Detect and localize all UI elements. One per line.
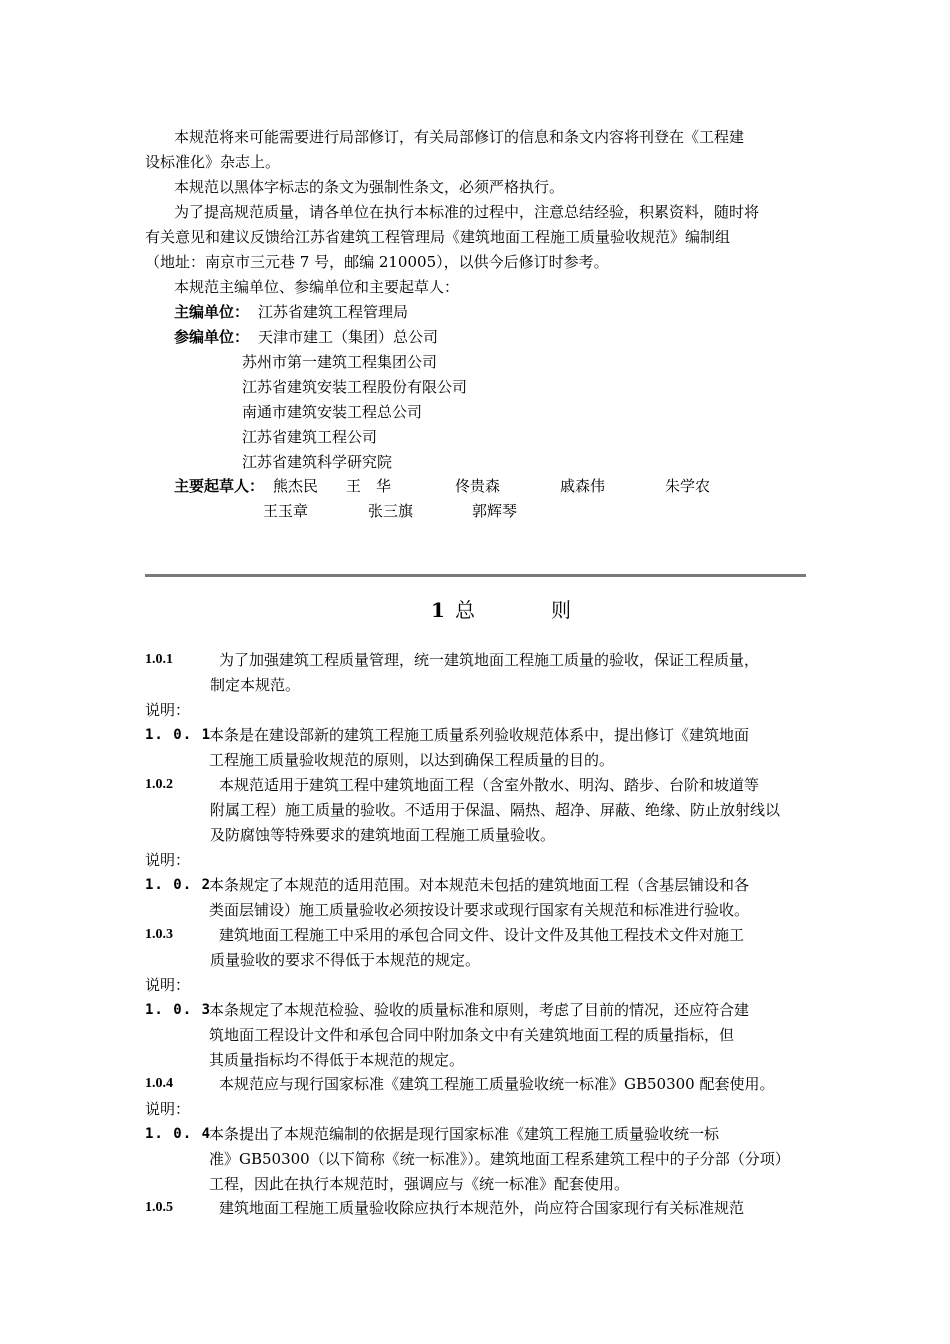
participant-unit: 苏州市第一建筑工程集团公司 (242, 353, 438, 371)
participant-unit: 南通市建筑安装工程总公司 (242, 403, 423, 421)
clause-text: 为了加强建筑工程质量管理，统一建筑地面工程施工质量的验收，保证工程质量， (219, 651, 760, 669)
chapter-number: 1 (431, 598, 445, 622)
clause-text: 建筑地面工程施工中采用的承包合同文件、设计文件及其他工程技术文件对施工 (219, 926, 745, 944)
preface-paragraph-4: 本规范主编单位、参编单位和主要起草人： (174, 278, 460, 296)
note-text: 本条提出了本规范编制的依据是现行国家标准《建筑工程施工质量验收统一标 (209, 1125, 720, 1143)
drafter-name: 张三旗 (368, 502, 414, 520)
note-text: 本条规定了本规范的适用范围。对本规范未包括的建筑地面工程（含基层铺设和各 (209, 876, 750, 894)
clause-number: 1.0.1 (145, 652, 173, 667)
note-label: 说明： (145, 701, 191, 719)
clause-text: 建筑地面工程施工质量验收除应执行本规范外，尚应符合国家现行有关标准规范 (219, 1199, 745, 1217)
note-text: 本条规定了本规范检验、验收的质量标准和原则，考虑了目前的情况，还应符合建 (209, 1001, 750, 1019)
drafter-name: 朱学农 (665, 477, 711, 495)
drafter-name: 熊杰民 (273, 477, 319, 495)
preface-paragraph-1: 本规范将来可能需要进行局部修订，有关局部修订的信息和条文内容将刊登在《工程建 (174, 128, 745, 146)
preface-paragraph-3: 为了提高规范质量，请各单位在执行本标准的过程中，注意总结经验，积累资料，随时将 (174, 203, 760, 221)
chief-unit: 江苏省建筑工程管理局 (258, 303, 409, 321)
preface-paragraph-2: 本规范以黑体字标志的条文为强制性条文，必须严格执行。 (174, 178, 565, 196)
note-label: 说明： (145, 976, 191, 994)
note-text: 本条是在建设部新的建筑工程施工质量系列验收规范体系中，提出修订《建筑地面 (209, 726, 750, 744)
clause-number: 1.0.3 (145, 927, 173, 942)
participant-label: 参编单位： (174, 328, 250, 346)
drafters-label: 主要起草人： (174, 477, 265, 495)
preface-paragraph-3-cont2: （地址：南京市三元巷 7 号，邮编 210005），以供今后修订时参考。 (145, 253, 609, 271)
clause-text: 本规范适用于建筑工程中建筑地面工程（含室外散水、明沟、踏步、台阶和坡道等 (219, 776, 760, 794)
participant-unit: 天津市建工（集团）总公司 (258, 328, 439, 346)
note-text: 工程施工质量验收规范的原则，以达到确保工程质量的目的。 (209, 751, 615, 769)
note-text: 准》GB50300（以下简称《统一标准》）。建筑地面工程系建筑工程中的子分部（分项） (209, 1150, 790, 1168)
drafter-name: 郭辉琴 (472, 502, 518, 520)
note-text: 筑地面工程设计文件和承包合同中附加条文中有关建筑地面工程的质量指标，但 (209, 1026, 735, 1044)
drafter-name: 佟贵森 (455, 477, 501, 495)
note-label: 说明： (145, 851, 191, 869)
note-text: 类面层铺设）施工质量验收必须按设计要求或现行国家有关规范和标准进行验收。 (209, 901, 750, 919)
clause-text: 本规范应与现行国家标准《建筑工程施工质量验收统一标准》GB50300 配套使用。 (219, 1075, 775, 1093)
chapter-title-char-1: 总 (455, 598, 475, 622)
note-text: 工程，因此在执行本规范时，强调应与《统一标准》配套使用。 (209, 1175, 630, 1193)
drafter-name: 王 华 (346, 477, 392, 495)
note-number: 1. 0. 1 (145, 727, 212, 743)
preface-paragraph-1-cont: 设标准化》杂志上。 (145, 153, 281, 171)
clause-text: 制定本规范。 (210, 676, 301, 694)
clause-number: 1.0.2 (145, 777, 173, 792)
note-label: 说明： (145, 1100, 191, 1118)
clause-text: 及防腐蚀等特殊要求的建筑地面工程施工质量验收。 (210, 826, 556, 844)
participant-unit: 江苏省建筑安装工程股份有限公司 (242, 378, 468, 396)
clause-number: 1.0.4 (145, 1076, 173, 1091)
note-number: 1. 0. 4 (145, 1126, 212, 1142)
note-number: 1. 0. 3 (145, 1002, 212, 1018)
clause-text: 质量验收的要求不得低于本规范的规定。 (210, 951, 481, 969)
section-divider (145, 574, 806, 577)
participant-unit: 江苏省建筑科学研究院 (242, 453, 393, 471)
clause-number: 1.0.5 (145, 1200, 173, 1215)
chapter-title-char-2: 则 (551, 598, 571, 622)
clause-text: 附属工程）施工质量的验收。不适用于保温、隔热、超净、屏蔽、绝缘、防止放射线以 (210, 801, 781, 819)
participant-unit: 江苏省建筑工程公司 (242, 428, 378, 446)
chief-unit-label: 主编单位： (174, 303, 250, 321)
note-text: 其质量指标均不得低于本规范的规定。 (209, 1051, 465, 1069)
drafter-name: 王玉章 (263, 502, 309, 520)
drafter-name: 戚森伟 (560, 477, 606, 495)
preface-paragraph-3-cont: 有关意见和建议反馈给江苏省建筑工程管理局《建筑地面工程施工质量验收规范》编制组 (145, 228, 731, 246)
note-number: 1. 0. 2 (145, 877, 212, 893)
